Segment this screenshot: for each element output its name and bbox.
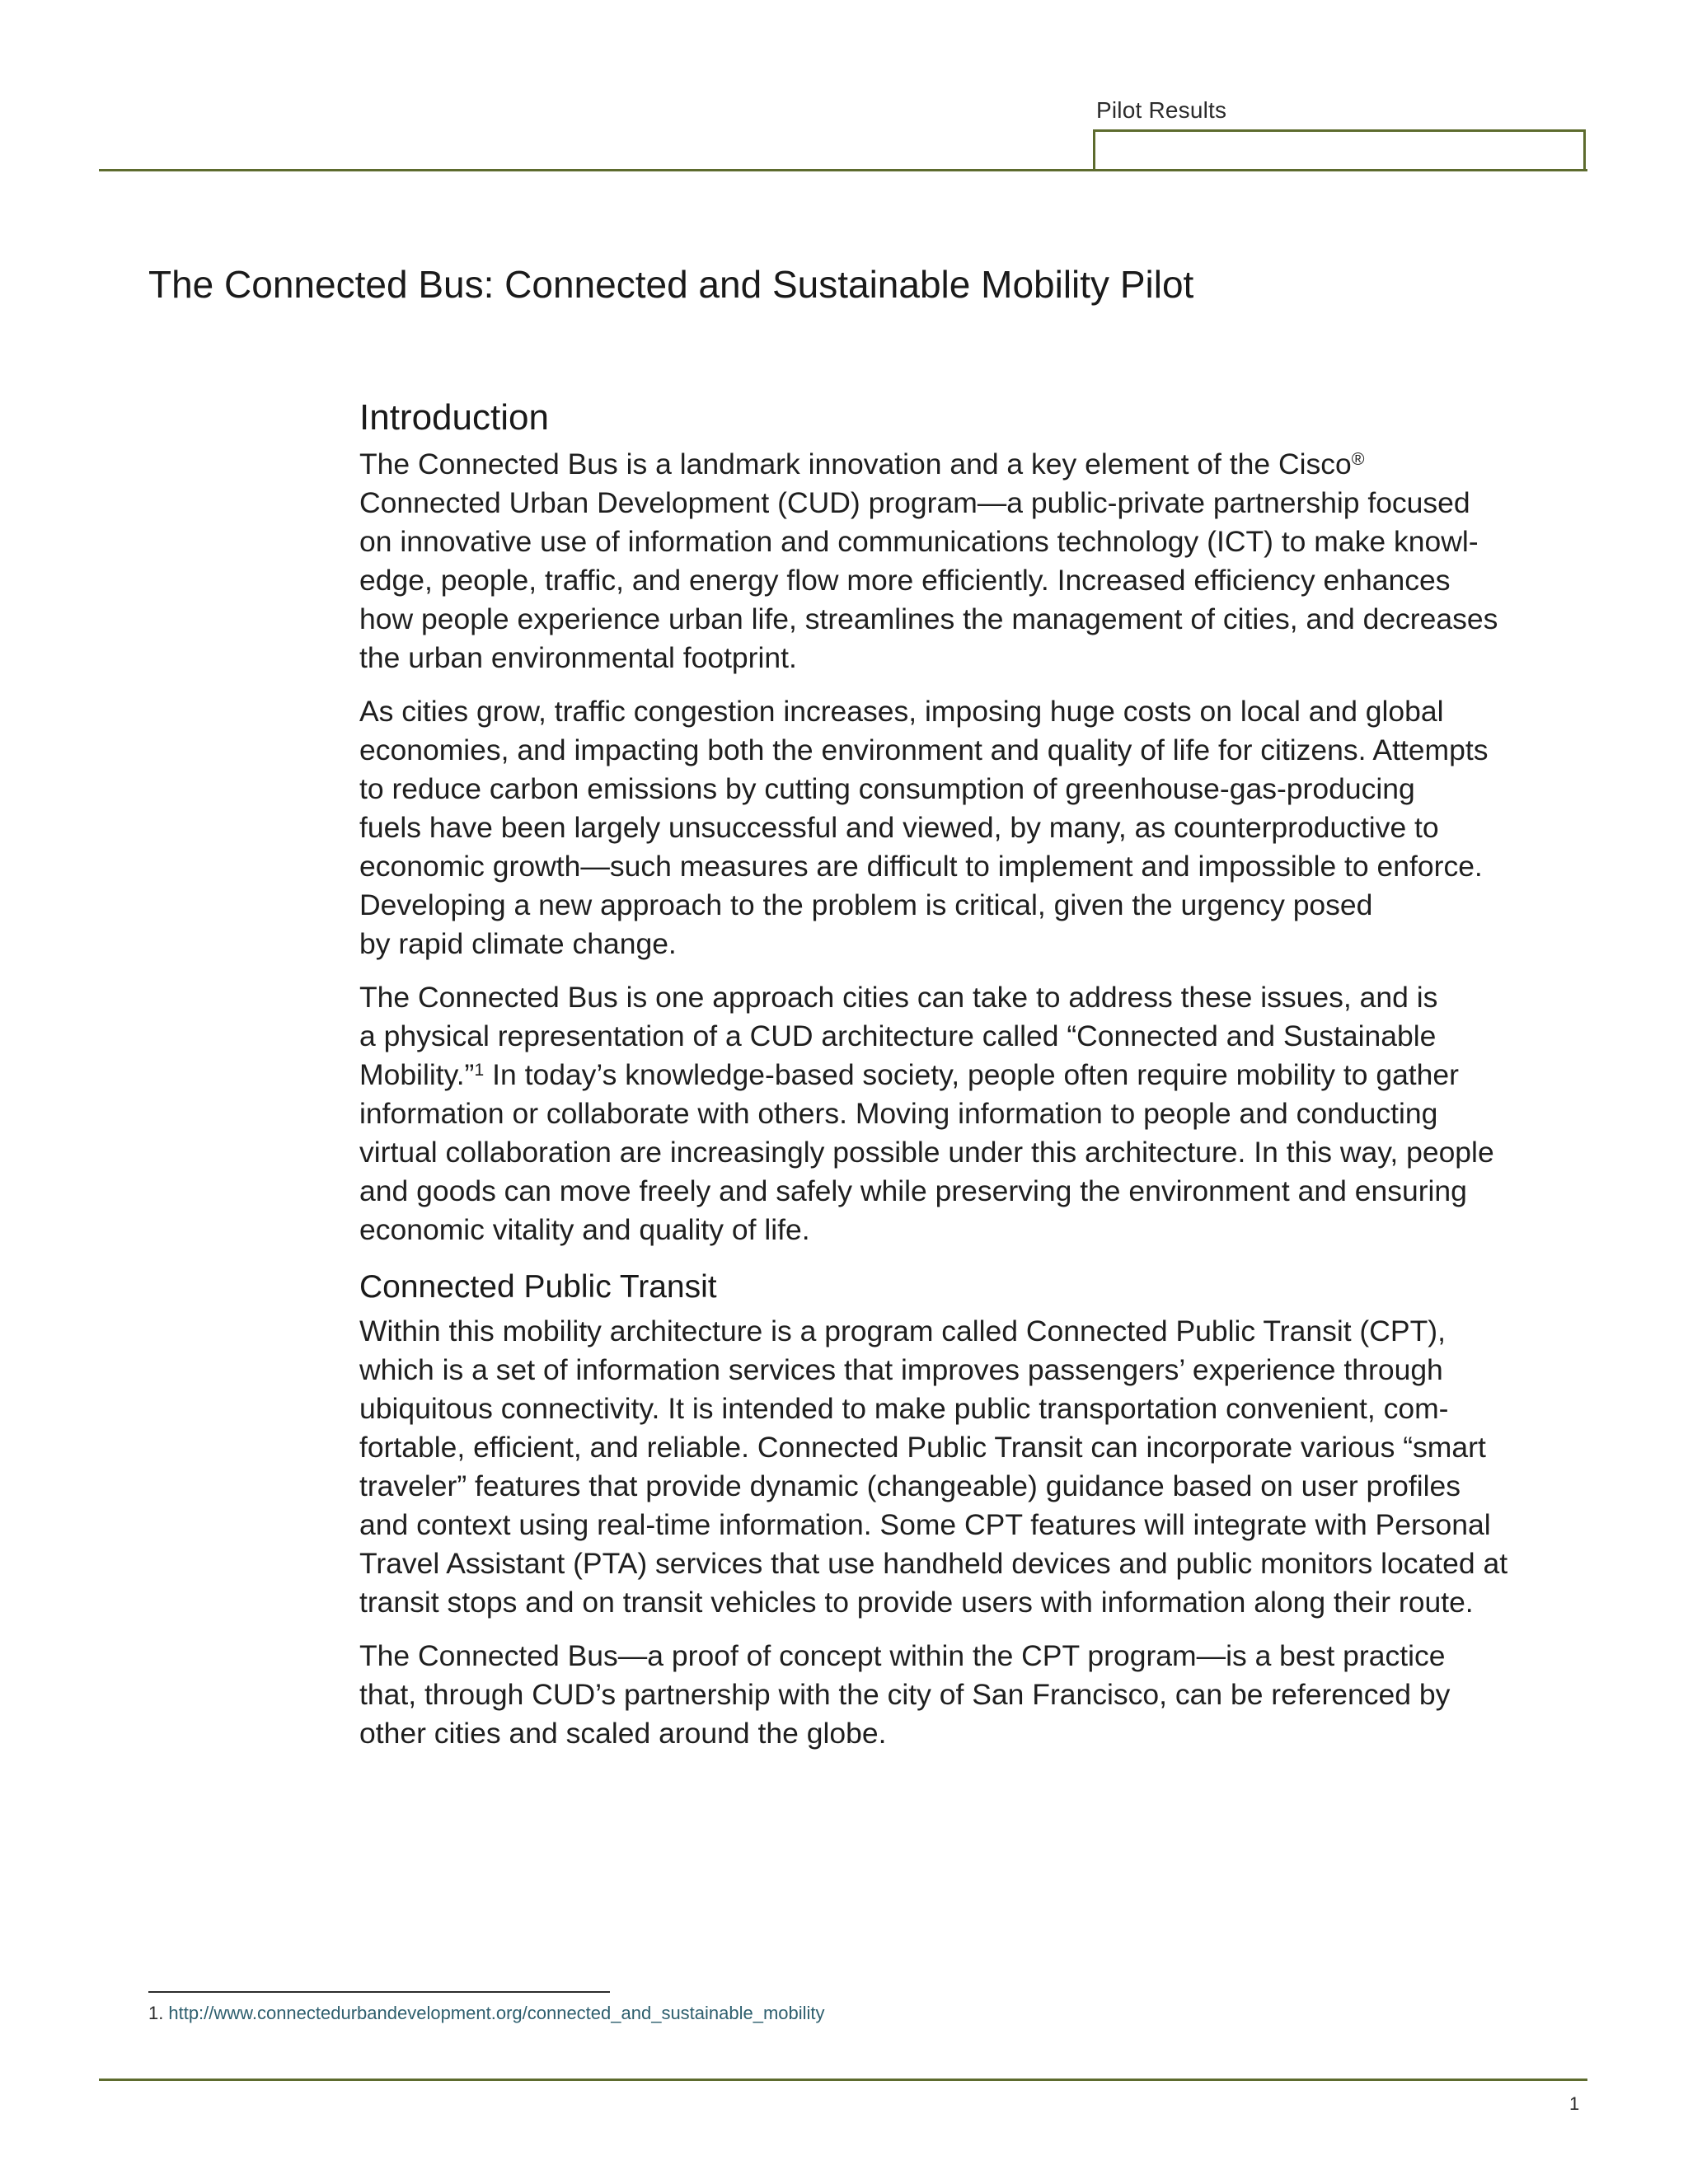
text-line: economic vitality and quality of life. bbox=[359, 1213, 810, 1246]
text-line: fuels have been largely unsuccessful and viewed, by many, as counterproductive to bbox=[359, 811, 1439, 844]
main-content bbox=[359, 394, 1546, 1768]
intro-paragraph-2 bbox=[359, 692, 1546, 963]
text-line: information or collaborate with others. Moving information to people and conducting bbox=[359, 1097, 1438, 1130]
cpt-paragraph-2 bbox=[359, 1637, 1546, 1753]
text-line: on innovative use of information and communications technology (ICT) to make knowl- bbox=[359, 525, 1479, 558]
page-number: 1 bbox=[1569, 2093, 1580, 2114]
intro-heading: Introduction bbox=[359, 397, 549, 438]
text-line: Travel Assistant (PTA) services that use handheld devices and public monitors located at bbox=[359, 1547, 1508, 1580]
text-line: by rapid climate change. bbox=[359, 927, 677, 960]
text-line: ubiquitous connectivity. It is intended to make public transportation convenient, com- bbox=[359, 1392, 1449, 1425]
document-title: The Connected Bus: Connected and Sustainable Mobility Pilot bbox=[148, 263, 1194, 306]
text-line: As cities grow, traffic congestion increases, imposing huge costs on local and global bbox=[359, 695, 1444, 728]
text-line: to reduce carbon emissions by cutting consumption of greenhouse-gas-producing bbox=[359, 772, 1415, 805]
footer-rule bbox=[99, 2079, 1587, 2081]
header-tab-frame bbox=[1093, 129, 1586, 169]
text-line: and context using real-time information. Some CPT features will integrate with Personal bbox=[359, 1508, 1491, 1541]
header-rule bbox=[99, 169, 1587, 171]
text-line: Developing a new approach to the problem is critical, given the urgency posed bbox=[359, 888, 1373, 921]
text-line: The Connected Bus—a proof of concept within the CPT program—is a best practice bbox=[359, 1639, 1446, 1672]
text-line: traveler” features that provide dynamic (changeable) guidance based on user profiles bbox=[359, 1469, 1461, 1502]
text-line: Within this mobility architecture is a program called Connected Public Transit (CPT), bbox=[359, 1315, 1446, 1347]
text-line: The Connected Bus is a landmark innovation and a key element of the Cisco® bbox=[359, 448, 1365, 480]
header-section-label: Pilot Results bbox=[1096, 97, 1227, 123]
text-line: virtual collaboration are increasingly possible under this architecture. In this way, people bbox=[359, 1136, 1494, 1169]
cpt-paragraph-1 bbox=[359, 1312, 1546, 1622]
text-line: a physical representation of a CUD architecture called “Connected and Sustainable bbox=[359, 1019, 1437, 1052]
footnote bbox=[148, 2003, 825, 2024]
text-line: Mobility.”$^1$ In today’s knowledge-based society, people often require mobility to gather bbox=[359, 1058, 1459, 1091]
text-line: economic growth—such measures are difficult to implement and impossible to enforce. bbox=[359, 850, 1483, 883]
footnote-number: 1. bbox=[148, 2003, 164, 2023]
text-line: economies, and impacting both the environment and quality of life for citizens. Attempts bbox=[359, 733, 1489, 766]
text-line: other cities and scaled around the globe. bbox=[359, 1717, 887, 1750]
footnote-link[interactable]: http://www.connectedurbandevelopment.org/connected_and_sustainable_mobility bbox=[168, 2003, 825, 2023]
intro-paragraph-1 bbox=[359, 445, 1546, 677]
text-line: the urban environmental footprint. bbox=[359, 641, 797, 674]
cpt-heading: Connected Public Transit bbox=[359, 1269, 717, 1305]
text-line: how people experience urban life, streamlines the management of cities, and decreases bbox=[359, 602, 1498, 635]
text-line: fortable, efficient, and reliable. Connected Public Transit can incorporate various “smart bbox=[359, 1431, 1486, 1464]
intro-paragraph-3 bbox=[359, 978, 1546, 1249]
text-line: The Connected Bus is one approach cities can take to address these issues, and is bbox=[359, 981, 1438, 1014]
text-line: which is a set of information services that improves passengers’ experience through bbox=[359, 1353, 1443, 1386]
footnote-reference[interactable]: 1 bbox=[474, 1060, 485, 1080]
text-line: transit stops and on transit vehicles to provide users with information along their route. bbox=[359, 1586, 1474, 1619]
text-line: Connected Urban Development (CUD) program—a public-private partnership focused bbox=[359, 486, 1470, 519]
text-line: edge, people, traffic, and energy flow more efficiently. Increased efficiency enhances bbox=[359, 564, 1451, 597]
text-line: that, through CUD’s partnership with the city of San Francisco, can be referenced by bbox=[359, 1678, 1451, 1711]
text-line: and goods can move freely and safely while preserving the environment and ensuring bbox=[359, 1174, 1467, 1207]
registered-mark: ® bbox=[1351, 449, 1365, 470]
footnote-rule bbox=[148, 1991, 610, 1993]
